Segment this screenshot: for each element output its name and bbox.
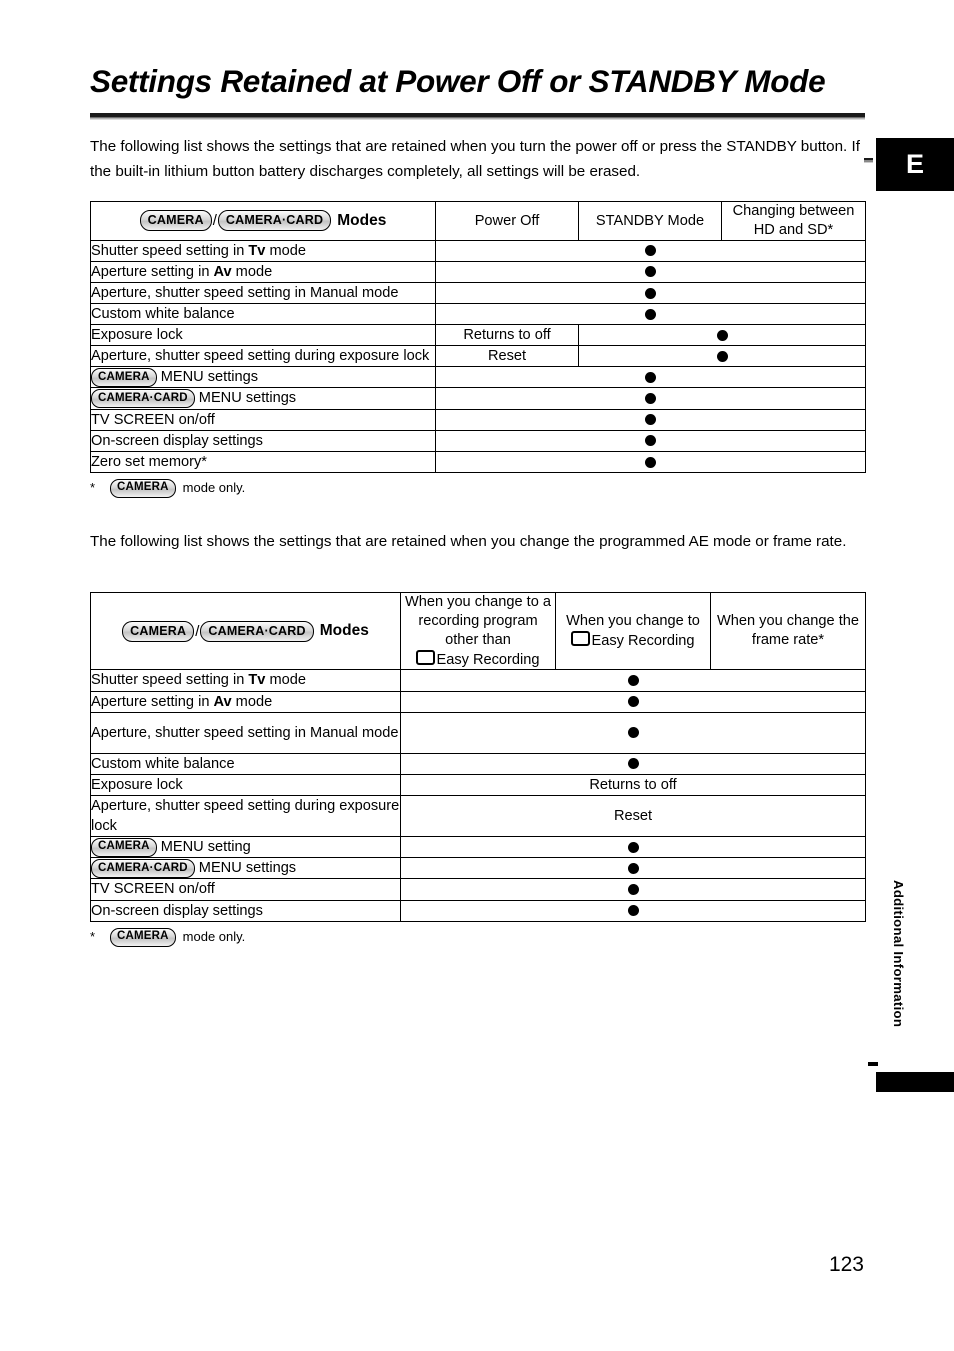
row-label — [91, 712, 401, 753]
camera-badge-icon: CAMERA — [122, 621, 194, 642]
filled-circle-icon — [645, 266, 656, 277]
row-label-text: MENU setting — [156, 839, 251, 856]
table-row — [91, 753, 866, 774]
row-label-text: MENU settings — [194, 860, 297, 877]
camera-card-badge-icon: CAMERA·CARD — [200, 621, 313, 642]
camera-card-badge-icon: CAMERA·CARD — [91, 389, 195, 408]
row-label — [91, 879, 401, 900]
row-label — [91, 900, 401, 921]
row-label-text: On-screen display settings — [91, 432, 263, 449]
row-label — [91, 325, 436, 346]
row-label — [91, 670, 401, 691]
row-value — [401, 691, 866, 712]
row-label-text: Custom white balance — [91, 755, 235, 772]
settings-retained-ae-mode-table — [90, 592, 866, 922]
side-tick-mark — [868, 1062, 878, 1066]
camera-badge-icon: CAMERA — [110, 928, 176, 947]
row-label-text: mode — [231, 693, 273, 710]
row-label-text: mode — [265, 242, 306, 259]
row-label — [91, 261, 436, 282]
camera-badge-icon: CAMERA — [91, 838, 157, 857]
table-row — [91, 712, 866, 753]
table-row — [91, 795, 866, 836]
row-label-text: Exposure lock — [91, 327, 183, 344]
row-label — [91, 451, 436, 472]
table-row — [91, 774, 866, 795]
section-tab-e: E — [876, 138, 954, 191]
row-value — [401, 753, 866, 774]
row-label-text: Aperture setting in — [91, 693, 214, 710]
intro-paragraph: The following list shows the settings that are retained when you turn the power off or press the STANDBY button. If the built-in lithium button battery discharges completely, all settings will be erased. — [90, 138, 860, 181]
footnote-star: * — [90, 929, 96, 945]
row-label-text: TV SCREEN on/off — [91, 881, 215, 898]
camera-card-badge-icon: CAMERA·CARD — [91, 859, 195, 878]
table-row — [91, 261, 866, 282]
row-label-text: On-screen display settings — [91, 902, 263, 919]
row-label-text: MENU settings — [156, 369, 259, 386]
spacer — [90, 555, 865, 581]
table-row — [91, 879, 866, 900]
row-value — [436, 388, 866, 409]
table1-footnote — [90, 479, 865, 498]
table-row — [91, 900, 866, 921]
row-value: Reset — [436, 346, 579, 367]
row-value — [401, 670, 866, 691]
row-label — [91, 240, 436, 261]
filled-circle-icon — [628, 675, 639, 686]
row-value: Returns to off — [436, 325, 579, 346]
header-changing-line2: HD and SD* — [753, 221, 834, 238]
row-label — [91, 282, 436, 303]
filled-circle-icon — [645, 309, 656, 320]
header-modes-word: Modes — [319, 622, 369, 640]
filled-circle-icon — [628, 863, 639, 874]
section-marker-bar — [876, 1072, 954, 1092]
row-label-text: Av — [213, 263, 232, 280]
header-line4: Easy Recording — [436, 651, 540, 668]
header-standby-mode: STANDBY Mode — [579, 201, 722, 240]
table-row — [91, 451, 866, 472]
row-value — [436, 430, 866, 451]
row-label — [91, 430, 436, 451]
row-label-text: Aperture, shutter speed setting in Manual mode — [91, 724, 399, 741]
header-changing-line1: Changing between — [732, 202, 855, 219]
filled-circle-icon — [717, 351, 728, 362]
row-label-text: Aperture, shutter speed setting in Manual mode — [91, 284, 399, 301]
row-value — [436, 409, 866, 430]
header-line2: frame rate* — [751, 632, 825, 649]
badge-separator: / — [212, 212, 217, 230]
row-label — [91, 691, 401, 712]
table-row — [91, 282, 866, 303]
row-label-text: MENU settings — [194, 390, 297, 407]
row-label-text: Aperture setting in — [91, 263, 214, 280]
header-change-frame-rate — [711, 592, 866, 670]
row-label — [91, 346, 436, 367]
page-title: Settings Retained at Power Off or STANDBY Mode — [90, 63, 826, 99]
header-line3: other than — [445, 631, 511, 648]
row-value — [436, 240, 866, 261]
filled-circle-icon — [628, 842, 639, 853]
footnote-text: mode only. — [182, 480, 246, 496]
header-line2: Easy Recording — [591, 632, 695, 649]
header-modes-word: Modes — [337, 211, 387, 229]
row-label-text: Shutter speed setting in — [91, 242, 249, 259]
filled-circle-icon — [628, 696, 639, 707]
row-label — [91, 367, 436, 388]
header-line1: When you change to — [566, 612, 700, 629]
footnote-text: mode only. — [182, 929, 246, 945]
row-label — [91, 795, 401, 836]
row-value — [436, 367, 866, 388]
table-row — [91, 240, 866, 261]
row-label-text: Custom white balance — [91, 305, 235, 322]
easy-recording-icon — [416, 650, 435, 665]
spacer — [90, 498, 865, 530]
second-paragraph: The following list shows the settings that are retained when you change the programmed AE mode or frame rate. — [90, 532, 847, 550]
filled-circle-icon — [628, 884, 639, 895]
row-label-text: Tv — [248, 672, 266, 689]
row-label-text: mode — [265, 672, 306, 689]
row-value — [436, 261, 866, 282]
row-label — [91, 388, 436, 409]
row-label-text: Zero set memory* — [91, 453, 207, 470]
row-value — [579, 346, 866, 367]
filled-circle-icon — [645, 288, 656, 299]
row-value — [436, 282, 866, 303]
easy-recording-icon — [571, 631, 590, 646]
header-line1: When you change the — [717, 613, 859, 630]
row-label-text: Aperture, shutter speed setting during exposure lock — [91, 348, 430, 365]
filled-circle-icon — [645, 435, 656, 446]
filled-circle-icon — [645, 393, 656, 404]
page-content — [90, 62, 865, 947]
row-value — [401, 900, 866, 921]
filled-circle-icon — [645, 414, 656, 425]
row-value — [436, 303, 866, 324]
row-value — [401, 712, 866, 753]
table1-body — [91, 240, 866, 472]
filled-circle-icon — [628, 758, 639, 769]
row-label — [91, 303, 436, 324]
row-label — [91, 409, 436, 430]
table-header-row — [91, 201, 866, 240]
row-label — [91, 774, 401, 795]
row-value: Returns to off — [401, 774, 866, 795]
filled-circle-icon — [628, 727, 639, 738]
table-row — [91, 691, 866, 712]
badge-separator: / — [195, 622, 200, 640]
header-line1: When you change to a — [404, 593, 552, 610]
table-row — [91, 303, 866, 324]
table-row — [91, 388, 866, 409]
camera-badge-icon: CAMERA — [110, 479, 176, 498]
row-label-text: TV SCREEN on/off — [91, 411, 215, 428]
row-label — [91, 753, 401, 774]
page-number: 123 — [828, 1253, 864, 1276]
row-label-text: Exposure lock — [91, 776, 183, 793]
table-row — [91, 325, 866, 346]
row-label-text: Av — [213, 693, 232, 710]
filled-circle-icon — [717, 330, 728, 341]
table-row — [91, 346, 866, 367]
footnote-star: * — [90, 480, 96, 496]
header-modes — [91, 592, 401, 670]
table-header-row — [91, 592, 866, 670]
row-label-text: Aperture, shutter speed setting during exposure lock — [91, 797, 400, 835]
table2-body — [91, 670, 866, 921]
row-value — [579, 325, 866, 346]
row-value — [401, 879, 866, 900]
camera-badge-icon: CAMERA — [91, 368, 157, 387]
row-label-text: mode — [231, 263, 273, 280]
settings-retained-power-off-table — [90, 201, 866, 473]
section-label-additional-information: Additional Information — [891, 880, 906, 1028]
filled-circle-icon — [628, 905, 639, 916]
tab-tick-mark — [864, 158, 873, 163]
row-label-text: Shutter speed setting in — [91, 672, 249, 689]
header-power-off: Power Off — [436, 201, 579, 240]
table-row — [91, 670, 866, 691]
row-value: Reset — [401, 795, 866, 836]
title-divider — [90, 113, 865, 120]
row-value — [436, 451, 866, 472]
table-row — [91, 367, 866, 388]
header-line2: recording program — [418, 612, 538, 629]
filled-circle-icon — [645, 457, 656, 468]
header-change-recording-program — [401, 592, 556, 670]
row-label — [91, 837, 401, 858]
camera-badge-icon: CAMERA — [140, 210, 212, 231]
table-row — [91, 837, 866, 858]
row-label — [91, 858, 401, 879]
table2-footnote — [90, 928, 865, 947]
header-change-to-easy-recording — [556, 592, 711, 670]
filled-circle-icon — [645, 245, 656, 256]
filled-circle-icon — [645, 372, 656, 383]
row-value — [401, 858, 866, 879]
camera-card-badge-icon: CAMERA·CARD — [218, 210, 331, 231]
header-changing-hd-sd — [722, 201, 866, 240]
row-value — [401, 837, 866, 858]
header-modes — [91, 201, 436, 240]
table-row — [91, 858, 866, 879]
table-row — [91, 430, 866, 451]
table-row — [91, 409, 866, 430]
row-label-text: Tv — [248, 242, 266, 259]
